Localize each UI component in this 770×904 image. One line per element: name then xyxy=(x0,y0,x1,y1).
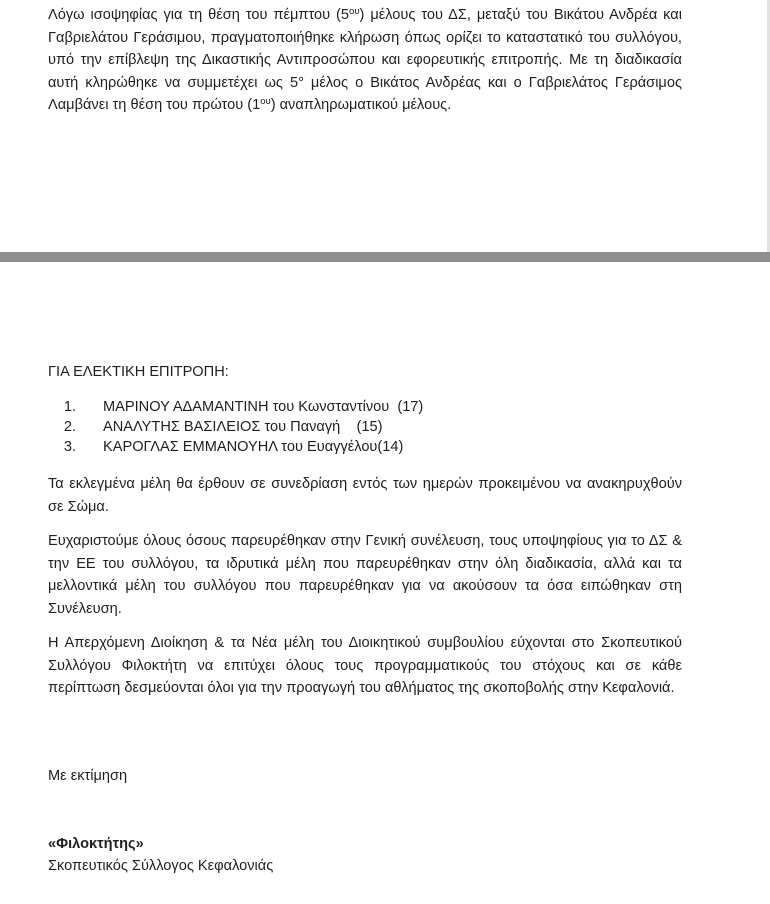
page-break-divider xyxy=(0,252,770,262)
thanks-paragraph: Ευχαριστούμε όλους όσους παρευρέθηκαν στην Γενική συνέλευση, τους υποψηφίους για το ΔΣ & την ΕΕ του συλλόγου, τα ιδρυτικά μέλη που παρευρέθηκαν στην όλη διαδικασία, αλλά και τα μελλοντικά μέλη του συλλόγου που παρευρέθηκαν για να ακούσουν τα όσα ειπώθηκαν στη Συνέλευση. xyxy=(48,533,682,617)
list-item: 2. ΑΝΑΛΥΤΗΣ ΒΑΣΙΛΕΙΟΣ του Παναγή (15) xyxy=(63,419,383,435)
candidate-list xyxy=(48,397,423,457)
document-page-1 xyxy=(0,0,770,252)
list-item: 3. ΚΑΡΟΓΛΑΣ ΕΜΜΑΝΟΥΗΛ του Ευαγγέλου(14) xyxy=(63,439,404,455)
superscript-ordinal: ου xyxy=(260,96,271,107)
election-committee-heading: ΓΙΑ ΕΛΕΚΤΙΚΗ ΕΠΙΤΡΟΠΗ: xyxy=(48,364,229,380)
superscript-ordinal: ου xyxy=(349,6,360,17)
tie-break-paragraph: Λόγω ισοψηφίας για τη θέση του πέμπτου $(5^{o\upsilon})$ μέλους του ΔΣ, μεταξύ του Βικάτου Ανδρέα και Γαβριελάτου Γεράσιμου, πραγματοποιήθηκε κλήρωση όπως ορίζει το καταστατικό του συλλόγου, υπό την επίβλεψη της Δικαστικής Αντιπροσώπου και εφορευτικής επιτροπής. Με τη διαδικασία αυτή κληρώθηκε να συμμετέχει ως 5° μέλος ο Βικάτος Ανδρέας και ο Γαβριελάτος Γεράσιμος Λαμβάνει τη θέση του πρώτου $(1^{o\upsilon})$ αναπληρωματικού μέλους. xyxy=(48,6,682,113)
signature-organization: Σκοπευτικός Σύλλογος Κεφαλονιάς xyxy=(48,858,274,874)
elected-members-paragraph: Τα εκλεγμένα μέλη θα έρθουν σε συνεδρίαση εντός των ημερών προκειμένου να ανακηρυχθούν σε Σώμα. xyxy=(48,476,682,515)
signature-name: «Φιλοκτήτης» xyxy=(48,836,144,852)
wishes-paragraph: Η Απερχόμενη Διοίκηση & τα Νέα μέλη του Διοικητικού συμβουλίου εύχονται στο Σκοπευτικού Συλλόγου Φιλοκτήτη να επιτύχει όλους τους προγραμματικούς του στόχους και σε κάθε περίπτωση δεσμεύονται όλοι για την προαγωγή του αθλήματος της σκοποβολής στην Κεφαλονιά. xyxy=(48,635,682,696)
closing-text: Με εκτίμηση xyxy=(48,768,128,784)
list-item: 1. ΜΑΡΙΝΟΥ ΑΔΑΜΑΝΤΙΝΗ του Κωνσταντίνου (17) xyxy=(63,399,424,415)
